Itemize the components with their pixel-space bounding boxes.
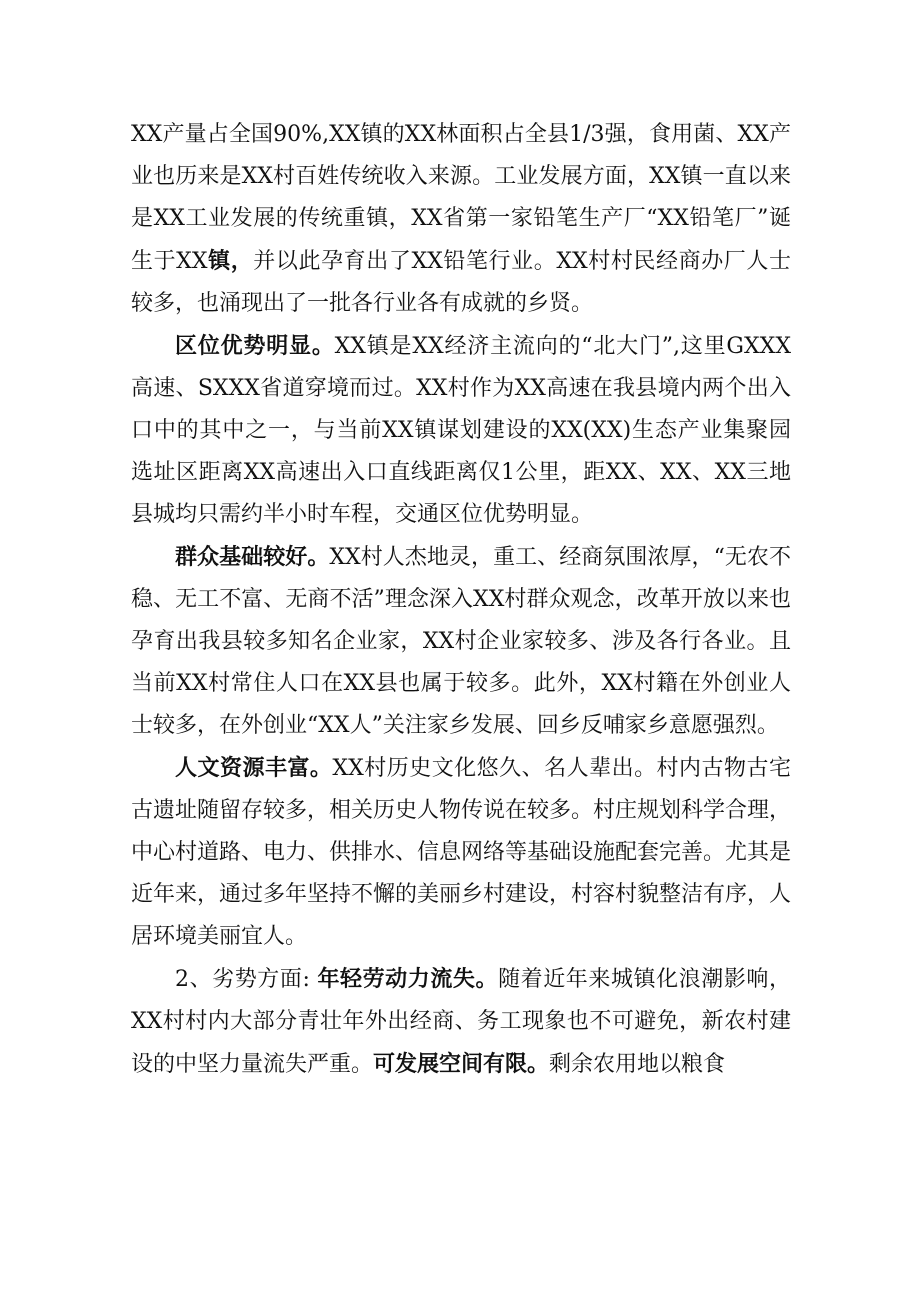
paragraph-1-bold-word: 镇， — [207, 248, 254, 274]
paragraph-cultural-resources — [131, 747, 791, 958]
disadvantages-prefix: 2、劣势方面: — [175, 967, 318, 992]
heading-limited-space: 可发展空间有限。 — [373, 1051, 550, 1077]
paragraph-location-advantage-text: XX镇是XX经济主流向的“北大门”,这里GXXX高速、SXXX省道穿境而过。XX村作为XX高速在我县境内两个出入口中的其中之一，与当前XX镇谋划建设的XX(XX)生态产业集聚园选址区距离XX高速出入口直线距离仅1公里，距XX、XX、XX三地县城均只需约半小时车程，交通区位优势明显。 — [131, 334, 791, 527]
paragraph-1-text: XX产量占全国90%,XX镇的XX林面积占全县1/3强，食用菌、XX产业也历来是XX村百姓传统收入来源。工业发展方面，XX镇一直以来是XX工业发展的传统重镇，XX省第一家铅笔生产厂“XX铅笔厂”诞生于XX — [131, 122, 791, 274]
heading-location-advantage: 区位优势明显。 — [175, 333, 335, 359]
paragraph-disadvantages — [131, 958, 791, 1086]
heading-mass-foundation: 群众基础较好。 — [175, 544, 330, 570]
document-page — [131, 114, 791, 1086]
paragraph-cultural-resources-text: XX村历史文化悠久、名人辈出。村内古物古宅古遗址随留存较多，相关历史人物传说在较多。村庄规划科学合理，中心村道路、电力、供排水、信息网络等基础设施配套完善。尤其是近年来，通过多年坚持不懈的美丽乡村建设，村容村貌整洁有序，人居环境美丽宜人。 — [131, 756, 792, 949]
paragraph-location-advantage — [131, 325, 791, 536]
paragraph-limited-space-text: 剩余农用地以粮食 — [549, 1052, 726, 1077]
paragraph-mass-foundation-text: XX村人杰地灵，重工、经商氛围浓厚，“无农不稳、无工不富、无商不活”理念深入XX村群众观念，改革开放以来也孕育出我县较多知名企业家，XX村企业家较多、涉及各行各业。且当前XX村常住人口在XX县也属于较多。此外，XX村籍在外创业人士较多，在外创业“XX人”关注家乡发展、回乡反哺家乡意愿强烈。 — [131, 545, 791, 738]
paragraph-1 — [131, 114, 791, 325]
paragraph-labor-loss-text: 随着近年来城镇化浪潮影响，XX村村内大部分青壮年外出经商、务工现象也不可避免，新农村建设的中坚力量流失严重。 — [131, 967, 791, 1077]
heading-labor-loss: 年轻劳动力流失。 — [317, 966, 499, 992]
paragraph-1-tail: 并以此孕育出了XX铅笔行业。XX村村民经商办厂人士较多，也涌现出了一批各行业各有成就的乡贤。 — [131, 249, 791, 316]
paragraph-mass-foundation — [131, 536, 791, 747]
heading-cultural-resources: 人文资源丰富。 — [175, 755, 333, 781]
